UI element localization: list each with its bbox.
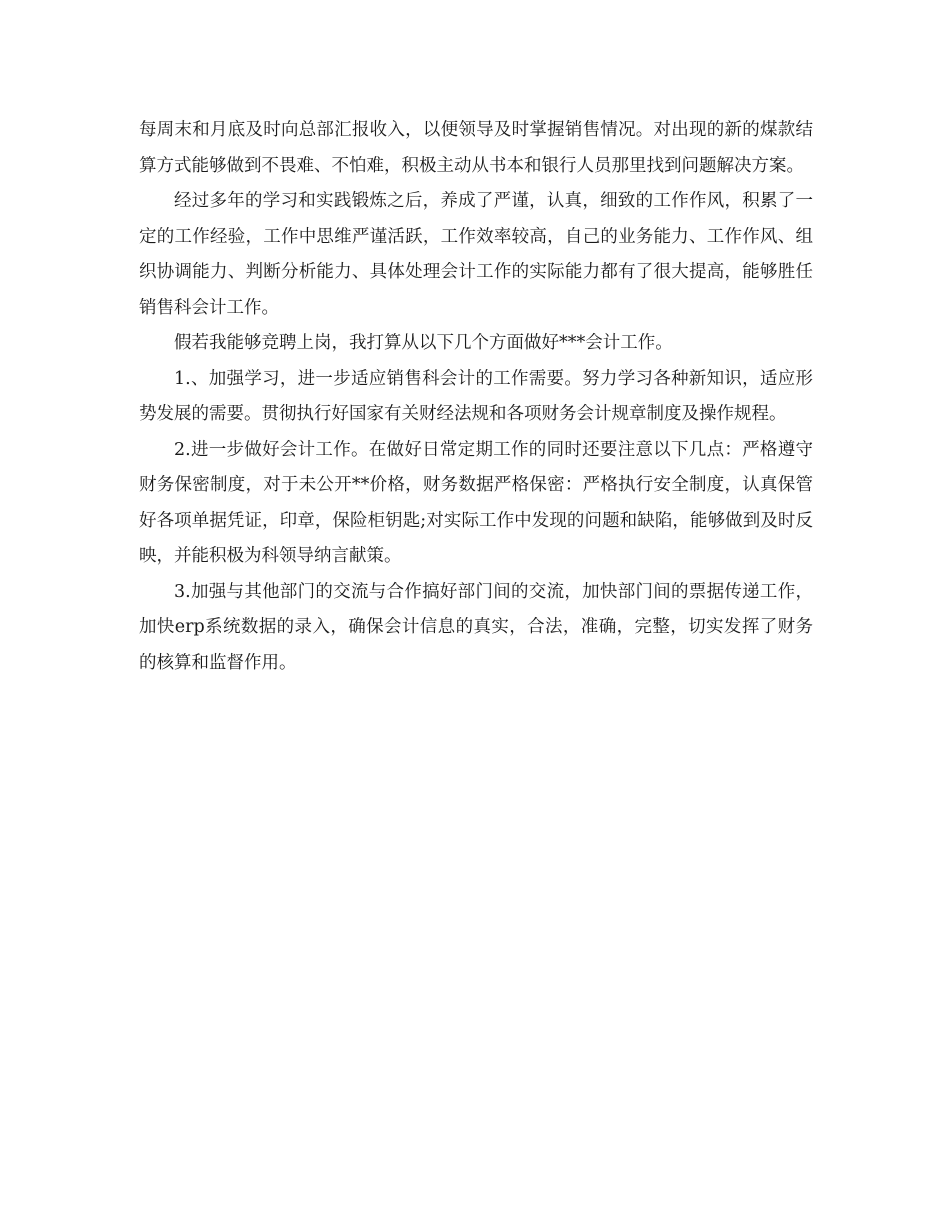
paragraph-sales-reporting: 每周末和月底及时向总部汇报收入，以便领导及时掌握销售情况。对出现的新的煤款结算方式能够做到不畏难、不怕难，积极主动从书本和银行人员那里找到问题解决方案。 (139, 120, 813, 176)
paragraph-plan-item-1: 1.、加强学习，进一步适应销售科会计的工作需要。努力学习各种新知识，适应形势发展的需要。贯彻执行好国家有关财经法规和各项财务会计规章制度及操作规程。 (139, 368, 813, 424)
document-body (139, 113, 813, 681)
paragraph-plan-item-2: 2.进一步做好会计工作。在做好日常定期工作的同时还要注意以下几点：严格遵守财务保密制度，对于未公开**价格，财务数据严格保密：严格执行安全制度，认真保管好各项单据凭证，印章，保险柜钥匙;对实际工作中发现的问题和缺陷，能够做到及时反映，并能积极为科领导纳言献策。 (139, 439, 813, 566)
paragraph-plan-item-3: 3.加强与其他部门的交流与合作搞好部门间的交流，加快部门间的票据传递工作，加快erp系统数据的录入，确保会计信息的真实，合法，准确，完整，切实发挥了财务的核算和监督作用。 (139, 581, 813, 673)
paragraph-work-experience: 经过多年的学习和实践锻炼之后，养成了严谨，认真，细致的工作作风，积累了一定的工作经验，工作中思维严谨活跃，工作效率较高，自己的业务能力、工作作风、组织协调能力、判断分析能力、具体处理会计工作的实际能力都有了很大提高，能够胜任销售科会计工作。 (139, 191, 813, 318)
paragraph-job-plan-intro: 假若我能够竞聘上岗，我打算从以下几个方面做好***会计工作。 (174, 333, 673, 353)
